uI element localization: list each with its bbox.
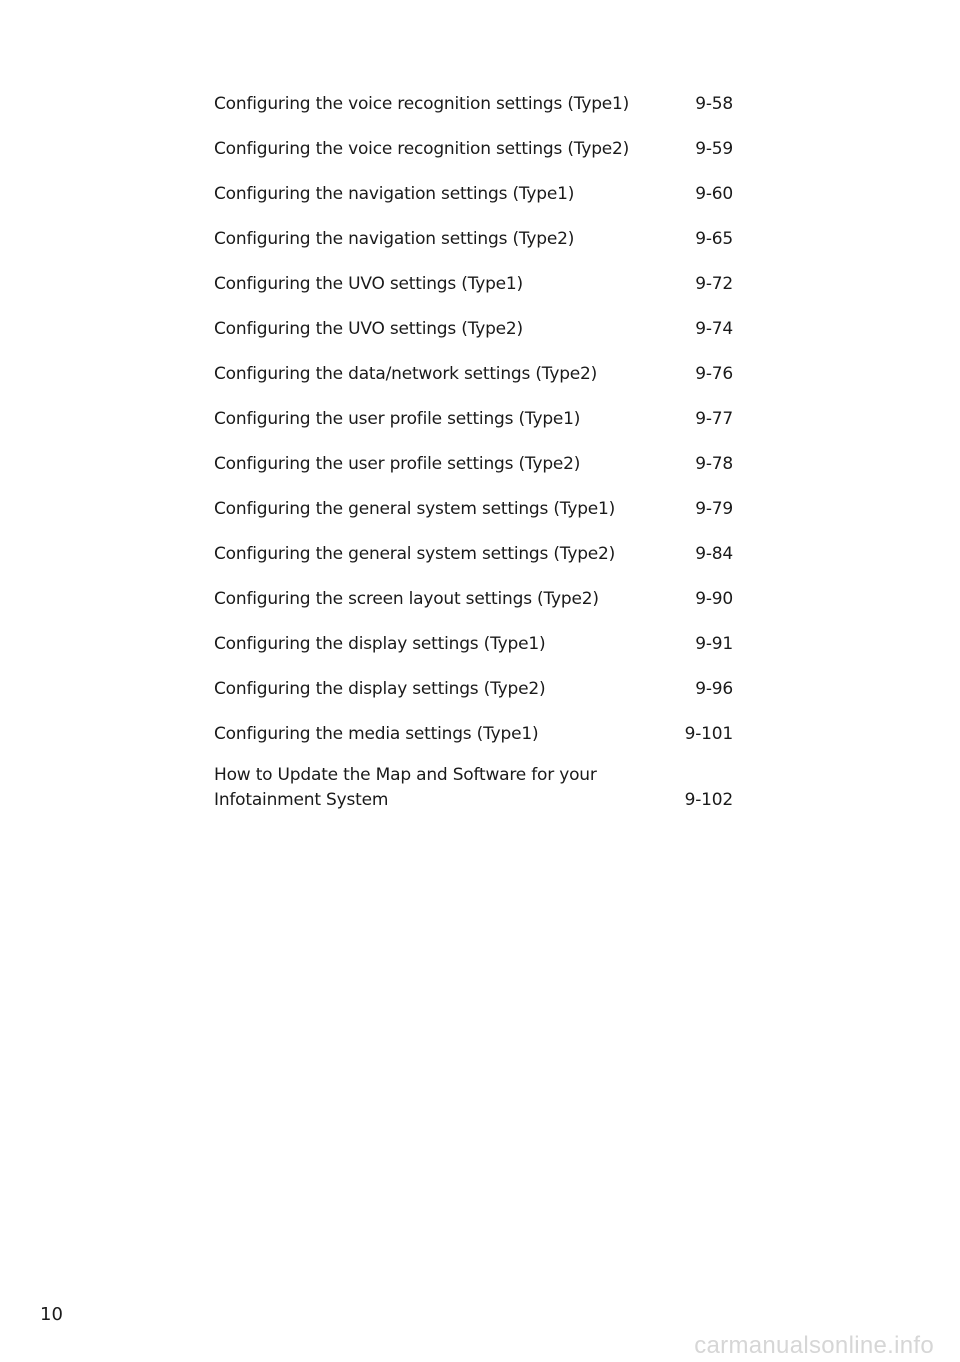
toc-entry-page: 9-76	[695, 364, 733, 384]
toc-entry-page: 9-90	[695, 589, 733, 609]
toc-entry-page: 9-72	[695, 274, 733, 294]
toc-entry[interactable]	[214, 182, 733, 207]
toc-entry[interactable]	[214, 763, 733, 813]
toc-entry-page: 9-101	[684, 724, 733, 744]
toc-entry-page: 9-65	[695, 229, 733, 249]
toc-entry-page: 9-91	[695, 634, 733, 654]
toc-entry[interactable]	[214, 362, 733, 387]
toc-entry-title: Configuring the voice recognition settings (Type2)	[214, 139, 630, 159]
toc-entry-page: 9-96	[695, 679, 733, 699]
toc-entry[interactable]	[214, 497, 733, 522]
toc-entry-page: 9-60	[695, 184, 733, 204]
toc-entry[interactable]	[214, 587, 733, 612]
toc-entry-page: 9-79	[695, 499, 733, 519]
toc-entry-title: Configuring the UVO settings (Type1)	[214, 274, 523, 294]
toc-entry-title: Configuring the user profile settings (Type2)	[214, 454, 581, 474]
toc-entry[interactable]	[214, 407, 733, 432]
toc-entry[interactable]	[214, 542, 733, 567]
toc-entry-title: Configuring the media settings (Type1)	[214, 724, 539, 744]
toc-entry-page: 9-59	[695, 139, 733, 159]
page-number: 10	[40, 1304, 63, 1325]
toc-entry[interactable]	[214, 452, 733, 477]
toc-entry-page: 9-58	[695, 94, 733, 114]
toc-entry[interactable]	[214, 317, 733, 342]
toc-entry-title: Configuring the general system settings (Type1)	[214, 499, 616, 519]
toc-entry-title: Configuring the data/network settings (Type2)	[214, 364, 598, 384]
toc-entry[interactable]	[214, 632, 733, 657]
toc-entry-title: Configuring the navigation settings (Type2)	[214, 229, 575, 249]
toc-entry[interactable]	[214, 137, 733, 162]
watermark: carmanualsonline.info	[694, 1332, 934, 1359]
toc-entry[interactable]	[214, 677, 733, 702]
toc-entry-title: How to Update the Map and Software for your Infotainment System	[214, 765, 597, 810]
toc-entry-title: Configuring the display settings (Type2)	[214, 679, 546, 699]
toc-entry-title: Configuring the display settings (Type1)	[214, 634, 546, 654]
toc-entry-title: Configuring the general system settings (Type2)	[214, 544, 616, 564]
toc-entry-page: 9-77	[695, 409, 733, 429]
toc-entry-title: Configuring the navigation settings (Type1)	[214, 184, 575, 204]
toc-entry[interactable]	[214, 227, 733, 252]
table-of-contents	[214, 92, 733, 813]
toc-entry-page: 9-102	[684, 790, 733, 810]
toc-entry-title: Configuring the voice recognition settings (Type1)	[214, 94, 630, 114]
toc-entry[interactable]	[214, 722, 733, 747]
toc-entry-title: Configuring the UVO settings (Type2)	[214, 319, 523, 339]
toc-entry-page: 9-84	[695, 544, 733, 564]
toc-entry-title: Configuring the screen layout settings (Type2)	[214, 589, 599, 609]
toc-entry[interactable]	[214, 92, 733, 117]
toc-entry-page: 9-78	[695, 454, 733, 474]
toc-entry-page: 9-74	[695, 319, 733, 339]
toc-entry-title: Configuring the user profile settings (Type1)	[214, 409, 581, 429]
toc-entry[interactable]	[214, 272, 733, 297]
